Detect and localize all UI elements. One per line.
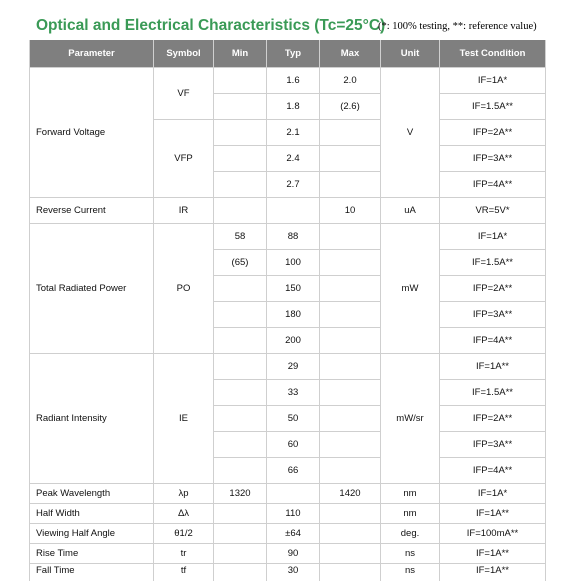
min-cell: [214, 302, 267, 328]
typ-cell: 29: [267, 354, 320, 380]
typ-cell: ±64: [267, 524, 320, 544]
typ-cell: 2.7: [267, 172, 320, 198]
min-cell: [214, 564, 267, 581]
symbol-cell: Δλ: [154, 504, 214, 524]
max-cell: (2.6): [320, 94, 381, 120]
test-condition-cell: IF=100mA**: [440, 524, 546, 544]
symbol-cell: tr: [154, 544, 214, 564]
min-cell: [214, 328, 267, 354]
test-condition-cell: IF=1.5A**: [440, 380, 546, 406]
typ-cell: 200: [267, 328, 320, 354]
typ-cell: 180: [267, 302, 320, 328]
max-cell: [320, 564, 381, 581]
max-cell: [320, 406, 381, 432]
parameter-cell: Reverse Current: [30, 198, 154, 224]
table-row: [30, 484, 546, 504]
table-row: [30, 354, 546, 380]
max-cell: 10: [320, 198, 381, 224]
typ-cell: 100: [267, 250, 320, 276]
test-condition-cell: IFP=3A**: [440, 432, 546, 458]
min-cell: [214, 276, 267, 302]
header-unit: Unit: [381, 40, 440, 68]
max-cell: [320, 432, 381, 458]
typ-cell: [267, 484, 320, 504]
test-condition-cell: IF=1A**: [440, 504, 546, 524]
typ-cell: 33: [267, 380, 320, 406]
unit-cell: mW/sr: [381, 354, 440, 484]
header-typ: Typ: [267, 40, 320, 68]
typ-cell: 30: [267, 564, 320, 581]
max-cell: [320, 354, 381, 380]
min-cell: [214, 458, 267, 484]
table-row: [30, 524, 546, 544]
min-cell: [214, 120, 267, 146]
header-parameter: Parameter: [30, 40, 154, 68]
typ-cell: 1.6: [267, 68, 320, 94]
max-cell: [320, 224, 381, 250]
test-condition-cell: IFP=4A**: [440, 328, 546, 354]
typ-cell: 88: [267, 224, 320, 250]
symbol-cell: IR: [154, 198, 214, 224]
max-cell: [320, 544, 381, 564]
symbol-cell: θ1/2: [154, 524, 214, 544]
parameter-cell: Peak Wavelength: [30, 484, 154, 504]
parameter-cell: Fall Time: [30, 564, 154, 581]
min-cell: (65): [214, 250, 267, 276]
test-condition-cell: IFP=2A**: [440, 276, 546, 302]
unit-cell: uA: [381, 198, 440, 224]
typ-cell: 2.4: [267, 146, 320, 172]
typ-cell: 90: [267, 544, 320, 564]
min-cell: [214, 380, 267, 406]
min-cell: [214, 68, 267, 94]
min-cell: 1320: [214, 484, 267, 504]
test-condition-cell: IF=1A*: [440, 68, 546, 94]
reference-note: (*: 100% testing, **: reference value): [378, 21, 537, 32]
min-cell: [214, 94, 267, 120]
max-cell: [320, 276, 381, 302]
test-condition-cell: VR=5V*: [440, 198, 546, 224]
symbol-cell: VFP: [154, 120, 214, 198]
table-row: [30, 68, 546, 94]
symbol-cell: IE: [154, 354, 214, 484]
min-cell: [214, 524, 267, 544]
min-cell: [214, 198, 267, 224]
test-condition-cell: IFP=4A**: [440, 458, 546, 484]
test-condition-cell: IFP=3A**: [440, 302, 546, 328]
parameter-cell: Half Width: [30, 504, 154, 524]
symbol-cell: VF: [154, 68, 214, 120]
max-cell: [320, 458, 381, 484]
max-cell: [320, 328, 381, 354]
test-condition-cell: IF=1.5A**: [440, 250, 546, 276]
test-condition-cell: IF=1A**: [440, 564, 546, 581]
min-cell: [214, 172, 267, 198]
symbol-cell: λp: [154, 484, 214, 504]
min-cell: [214, 544, 267, 564]
header-max: Max: [320, 40, 381, 68]
max-cell: [320, 120, 381, 146]
unit-cell: deg.: [381, 524, 440, 544]
symbol-cell: tf: [154, 564, 214, 581]
test-condition-cell: IFP=4A**: [440, 172, 546, 198]
table-row: [30, 198, 546, 224]
typ-cell: 50: [267, 406, 320, 432]
min-cell: [214, 432, 267, 458]
typ-cell: [267, 198, 320, 224]
test-condition-cell: IFP=3A**: [440, 146, 546, 172]
header-symbol: Symbol: [154, 40, 214, 68]
typ-cell: 2.1: [267, 120, 320, 146]
max-cell: [320, 172, 381, 198]
min-cell: [214, 354, 267, 380]
page-title: Optical and Electrical Characteristics (Tc=25°C): [36, 17, 385, 35]
table-header-row: [30, 40, 546, 68]
typ-cell: 1.8: [267, 94, 320, 120]
max-cell: [320, 524, 381, 544]
min-cell: [214, 146, 267, 172]
typ-cell: 60: [267, 432, 320, 458]
max-cell: 1420: [320, 484, 381, 504]
typ-cell: 150: [267, 276, 320, 302]
typ-cell: 110: [267, 504, 320, 524]
test-condition-cell: IFP=2A**: [440, 406, 546, 432]
test-condition-cell: IF=1A*: [440, 484, 546, 504]
unit-cell: ns: [381, 564, 440, 581]
characteristics-table: [29, 40, 546, 581]
max-cell: 2.0: [320, 68, 381, 94]
max-cell: [320, 146, 381, 172]
parameter-cell: Rise Time: [30, 544, 154, 564]
min-cell: 58: [214, 224, 267, 250]
table-row: [30, 544, 546, 564]
max-cell: [320, 302, 381, 328]
typ-cell: 66: [267, 458, 320, 484]
table-row: [30, 504, 546, 524]
min-cell: [214, 406, 267, 432]
header-min: Min: [214, 40, 267, 68]
parameter-cell: Total Radiated Power: [30, 224, 154, 354]
parameter-cell: Viewing Half Angle: [30, 524, 154, 544]
unit-cell: mW: [381, 224, 440, 354]
unit-cell: nm: [381, 504, 440, 524]
unit-cell: ns: [381, 544, 440, 564]
unit-cell: V: [381, 68, 440, 198]
unit-cell: nm: [381, 484, 440, 504]
max-cell: [320, 504, 381, 524]
test-condition-cell: IFP=2A**: [440, 120, 546, 146]
max-cell: [320, 380, 381, 406]
test-condition-cell: IF=1A**: [440, 544, 546, 564]
max-cell: [320, 250, 381, 276]
symbol-cell: PO: [154, 224, 214, 354]
test-condition-cell: IF=1A**: [440, 354, 546, 380]
parameter-cell: Forward Voltage: [30, 68, 154, 198]
min-cell: [214, 504, 267, 524]
parameter-cell: Radiant Intensity: [30, 354, 154, 484]
test-condition-cell: IF=1.5A**: [440, 94, 546, 120]
table-row: [30, 224, 546, 250]
table-row: [30, 564, 546, 581]
header-test-condition: Test Condition: [440, 40, 546, 68]
test-condition-cell: IF=1A*: [440, 224, 546, 250]
